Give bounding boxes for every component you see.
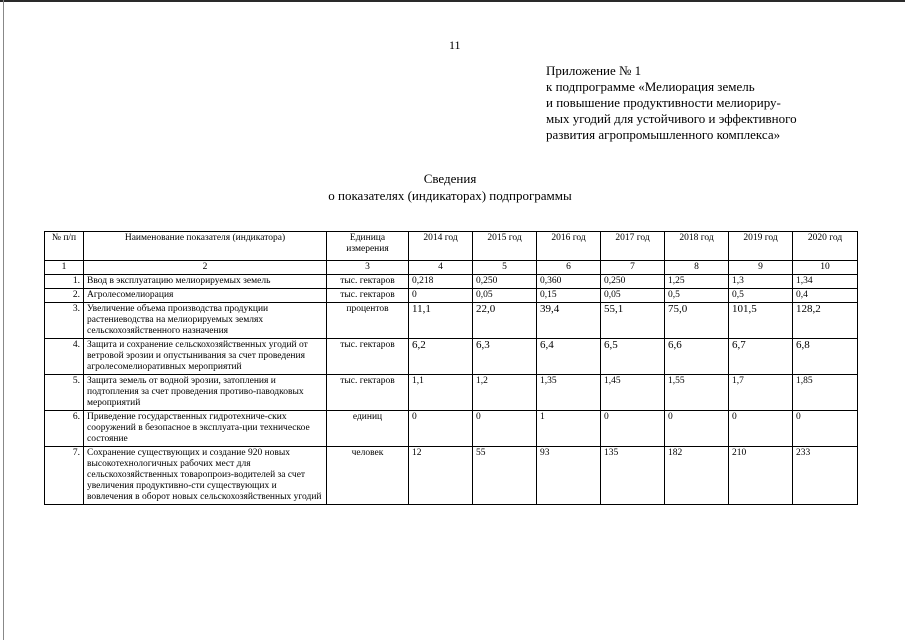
column-number: 4 [409, 261, 473, 275]
row-number: 5. [45, 375, 84, 411]
value-cell: 0,5 [729, 289, 793, 303]
value-cell: 22,0 [473, 303, 537, 339]
unit-cell: тыс. гектаров [327, 289, 409, 303]
value-cell: 0,250 [473, 275, 537, 289]
indicator-name: Сохранение существующих и создание 920 новых высокотехнологичных рабочих мест для сельскохозяйственных товаропроиз-водителей за счет увеличения продуктивно-сти существующих и вовлечения в оборот новых сельскохозяйственных угодий [84, 447, 327, 505]
row-number: 2. [45, 289, 84, 303]
value-cell: 6,2 [409, 339, 473, 375]
value-cell: 55 [473, 447, 537, 505]
value-cell: 0,218 [409, 275, 473, 289]
indicators-table [44, 231, 858, 505]
column-number: 10 [793, 261, 858, 275]
appendix-line: и повышение продуктивности мелиориру- [546, 95, 781, 110]
value-cell: 12 [409, 447, 473, 505]
row-number: 7. [45, 447, 84, 505]
value-cell: 1,34 [793, 275, 858, 289]
indicator-name: Увеличение объема производства продукции растениеводства на мелиорируемых землях сельскохозяйственного назначения [84, 303, 327, 339]
row-number: 3. [45, 303, 84, 339]
header-name: Наименование показателя (индикатора) [84, 232, 327, 261]
value-cell: 1,35 [537, 375, 601, 411]
header-year: 2017 год [601, 232, 665, 261]
value-cell: 0,250 [601, 275, 665, 289]
row-number: 4. [45, 339, 84, 375]
value-cell: 6,6 [665, 339, 729, 375]
table-row [45, 411, 858, 447]
appendix-line: развития агропромышленного комплекса» [546, 127, 781, 142]
value-cell: 1,1 [409, 375, 473, 411]
value-cell: 0,05 [601, 289, 665, 303]
column-number: 7 [601, 261, 665, 275]
unit-cell: человек [327, 447, 409, 505]
row-number: 6. [45, 411, 84, 447]
value-cell: 0 [601, 411, 665, 447]
header-year: 2015 год [473, 232, 537, 261]
column-number: 1 [45, 261, 84, 275]
appendix-line: Приложение № 1 [546, 63, 642, 78]
value-cell: 6,5 [601, 339, 665, 375]
indicator-name: Приведение государственных гидротехниче-ских сооружений в безопасное в эксплуата-ции техническое состояние [84, 411, 327, 447]
header-year: 2019 год [729, 232, 793, 261]
value-cell: 0 [793, 411, 858, 447]
table-row [45, 447, 858, 505]
appendix-line: к подпрограмме «Мелиорация земель [546, 79, 755, 94]
value-cell: 6,3 [473, 339, 537, 375]
appendix-line: мых угодий для устойчивого и эффективного [546, 111, 797, 126]
header-year: 2014 год [409, 232, 473, 261]
value-cell: 210 [729, 447, 793, 505]
value-cell: 0,4 [793, 289, 858, 303]
indicator-name: Защита земель от водной эрозии, затопления и подтопления за счет проведения противо-паводковых мероприятий [84, 375, 327, 411]
value-cell: 1,7 [729, 375, 793, 411]
title: Сведения [423, 171, 477, 186]
value-cell: 93 [537, 447, 601, 505]
value-cell: 0,15 [537, 289, 601, 303]
scan-edge-left [3, 0, 4, 640]
value-cell: 0,5 [665, 289, 729, 303]
value-cell: 0,360 [537, 275, 601, 289]
subtitle: о показателях (индикаторах) подпрограммы [328, 188, 572, 203]
value-cell: 75,0 [665, 303, 729, 339]
value-cell: 0 [729, 411, 793, 447]
value-cell: 0 [665, 411, 729, 447]
unit-cell: единиц [327, 411, 409, 447]
value-cell: 1,85 [793, 375, 858, 411]
header-year: 2018 год [665, 232, 729, 261]
table-row [45, 303, 858, 339]
column-number: 3 [327, 261, 409, 275]
header-year: 2020 год [793, 232, 858, 261]
value-cell: 182 [665, 447, 729, 505]
appendix-note [546, 63, 876, 143]
value-cell: 1,2 [473, 375, 537, 411]
unit-cell: тыс. гектаров [327, 339, 409, 375]
value-cell: 101,5 [729, 303, 793, 339]
value-cell: 1,3 [729, 275, 793, 289]
value-cell: 233 [793, 447, 858, 505]
indicator-name: Агролесомелиорация [84, 289, 327, 303]
value-cell: 1,45 [601, 375, 665, 411]
value-cell: 0 [409, 289, 473, 303]
value-cell: 39,4 [537, 303, 601, 339]
document-title [150, 170, 750, 204]
table-row [45, 339, 858, 375]
header-year: 2016 год [537, 232, 601, 261]
column-number: 5 [473, 261, 537, 275]
value-cell: 6,7 [729, 339, 793, 375]
value-cell: 1,55 [665, 375, 729, 411]
row-number: 1. [45, 275, 84, 289]
column-number: 9 [729, 261, 793, 275]
indicator-name: Ввод в эксплуатацию мелиорируемых земель [84, 275, 327, 289]
value-cell: 128,2 [793, 303, 858, 339]
value-cell: 55,1 [601, 303, 665, 339]
column-number: 8 [665, 261, 729, 275]
indicator-name: Защита и сохранение сельскохозяйственных угодий от ветровой эрозии и опустынивания за счет проведения агролесомелиоративных мероприятий [84, 339, 327, 375]
unit-cell: тыс. гектаров [327, 375, 409, 411]
table-header-row [45, 232, 858, 261]
unit-cell: процентов [327, 303, 409, 339]
table-row [45, 275, 858, 289]
header-num: № п/п [45, 232, 84, 261]
scan-edge [0, 0, 905, 2]
table-row [45, 375, 858, 411]
column-number-row [45, 261, 858, 275]
table-row [45, 289, 858, 303]
page-number: 11 [449, 38, 461, 52]
value-cell: 6,8 [793, 339, 858, 375]
value-cell: 1 [537, 411, 601, 447]
value-cell: 6,4 [537, 339, 601, 375]
column-number: 2 [84, 261, 327, 275]
unit-cell: тыс. гектаров [327, 275, 409, 289]
value-cell: 1,25 [665, 275, 729, 289]
value-cell: 0 [409, 411, 473, 447]
value-cell: 0,05 [473, 289, 537, 303]
column-number: 6 [537, 261, 601, 275]
value-cell: 0 [473, 411, 537, 447]
header-unit: Единица измерения [327, 232, 409, 261]
value-cell: 11,1 [409, 303, 473, 339]
value-cell: 135 [601, 447, 665, 505]
